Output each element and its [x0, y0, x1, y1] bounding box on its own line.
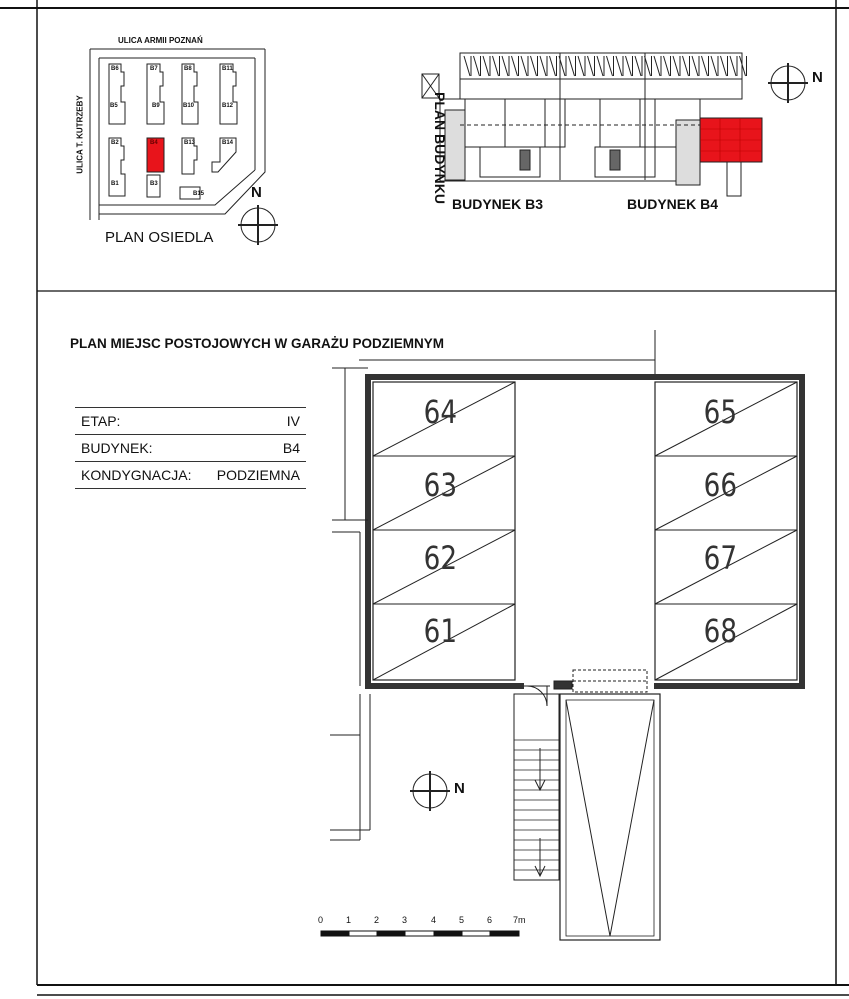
parking-space-number: 65	[703, 393, 738, 431]
garage-north-label: N	[454, 780, 465, 797]
info-label: BUDYNEK:	[75, 435, 205, 462]
scale-tick-label: 7m	[513, 915, 526, 925]
parking-space-number: 66	[703, 466, 738, 504]
scale-tick-label: 6	[487, 915, 493, 925]
parking-space-number: 64	[423, 393, 458, 431]
info-row	[75, 462, 306, 489]
parking-space-number: 67	[703, 539, 738, 577]
scale-tick-label: 4	[431, 915, 437, 925]
garage-compass-icon	[410, 771, 450, 811]
site-plan	[90, 49, 278, 245]
parking-space-number: 61	[423, 612, 458, 650]
building-label: B1	[111, 181, 119, 187]
garage-title: PLAN MIEJSC POSTOJOWYCH W GARAŻU PODZIEMNYM	[70, 336, 445, 351]
info-value: PODZIEMNA	[205, 462, 306, 489]
info-label: ETAP:	[75, 408, 205, 435]
building-label: B12	[222, 103, 234, 109]
building-label: B9	[152, 103, 160, 109]
building-b3-label: BUDYNEK B3	[452, 196, 544, 212]
building-label: B11	[222, 66, 233, 72]
building-compass-icon	[768, 63, 808, 103]
scale-tick-label: 2	[374, 915, 380, 925]
building-label: B2	[111, 140, 119, 146]
info-label: KONDYGNACJA:	[75, 462, 205, 489]
building-plan	[422, 53, 808, 196]
building-label: B13	[184, 140, 196, 146]
parking-space-number: 68	[703, 612, 738, 650]
building-label: B5	[110, 103, 118, 109]
site-buildings	[109, 64, 237, 199]
building-label: B10	[183, 103, 195, 109]
scale-tick-label: 0	[318, 915, 324, 925]
info-value: B4	[205, 435, 306, 462]
info-row	[75, 408, 306, 435]
info-value: IV	[205, 408, 306, 435]
building-label: B8	[184, 66, 192, 72]
site-plan-title: PLAN OSIEDLA	[105, 229, 214, 246]
building-label: B7	[150, 66, 158, 72]
scale-bar	[321, 931, 519, 936]
building-label: B15	[193, 191, 205, 197]
info-table	[75, 407, 306, 489]
site-north-label: N	[251, 184, 262, 201]
building-label: B3	[150, 181, 158, 187]
street-left-label: ULICA T. KUTRZEBY	[75, 95, 85, 174]
scale-tick-label: 3	[402, 915, 408, 925]
building-b4-label: BUDYNEK B4	[627, 196, 719, 212]
parking-space-number: 62	[423, 539, 458, 577]
building-label: B14	[222, 140, 234, 146]
scale-tick-label: 5	[459, 915, 465, 925]
site-compass-icon	[238, 205, 278, 245]
building-label: B4	[150, 140, 158, 146]
building-north-label: N	[812, 69, 823, 86]
scale-tick-label: 1	[346, 915, 352, 925]
parking-space-number: 63	[423, 466, 458, 504]
street-top-label: ULICA ARMII POZNAŃ	[118, 36, 203, 45]
building-label: B6	[111, 66, 119, 72]
building-plan-side-label: PLAN BUDYNKU	[432, 92, 448, 204]
info-row	[75, 435, 306, 462]
